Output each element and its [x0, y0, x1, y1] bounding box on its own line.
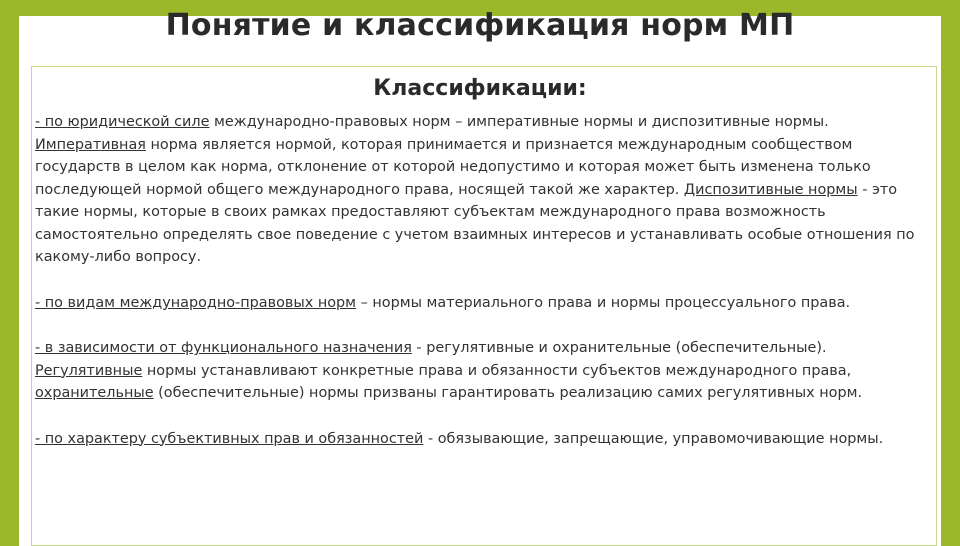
- section-text: - регулятивные и охранительные (обеспечительные).: [411, 340, 827, 356]
- term-imperative: Императивная: [35, 136, 146, 153]
- section-text: – нормы материального права и нормы процессуального права.: [356, 294, 851, 311]
- section-text: (обеспечительные) нормы призваны гарантировать реализацию самих регулятивных норм.: [153, 385, 863, 401]
- term-protective: охранительные: [35, 385, 154, 401]
- section-norm-types: [35, 292, 925, 315]
- classification-content: [35, 111, 925, 450]
- section-lead: - по видам международно-правовых норм: [35, 294, 357, 311]
- term-regulatory: Регулятивные: [35, 362, 143, 379]
- slide-subtitle: Классификации:: [373, 76, 587, 101]
- slide-title: Понятие и классификация норм МП: [165, 8, 795, 43]
- section-text: - обязывающие, запрещающие, управомочивающие нормы.: [423, 430, 884, 447]
- section-legal-force: [35, 111, 925, 269]
- paragraph-gap: [35, 405, 925, 428]
- section-text: - это такие нормы, которые в своих рамках предоставляют субъектам международного права возможность самостоятельно определять свое поведение с учетом взаимных интересов и устанавливать особые отношения по какому-либо вопросу.: [35, 181, 915, 265]
- section-lead: - в зависимости от функционального назначения: [35, 340, 412, 356]
- section-lead: - по характеру субъективных прав и обязанностей: [35, 430, 424, 447]
- section-subjective-rights: [35, 428, 925, 451]
- section-text: норма является нормой, которая принимается и признается международным сообществом государств в целом как норма, отклонение от которой недопустимо и которая может быть изменена только последующей нормой общего международного права, носящей такой же характер.: [35, 136, 871, 198]
- section-function: [35, 337, 925, 405]
- section-lead: - по юридической силе: [35, 114, 210, 130]
- term-dispositive: Диспозитивные нормы: [683, 181, 858, 198]
- paragraph-gap: [35, 269, 925, 292]
- section-text: международно-правовых норм – императивные нормы и диспозитивные нормы.: [209, 114, 829, 130]
- section-text: нормы устанавливают конкретные права и обязанности субъектов международного права,: [142, 362, 852, 379]
- paragraph-gap: [35, 314, 925, 337]
